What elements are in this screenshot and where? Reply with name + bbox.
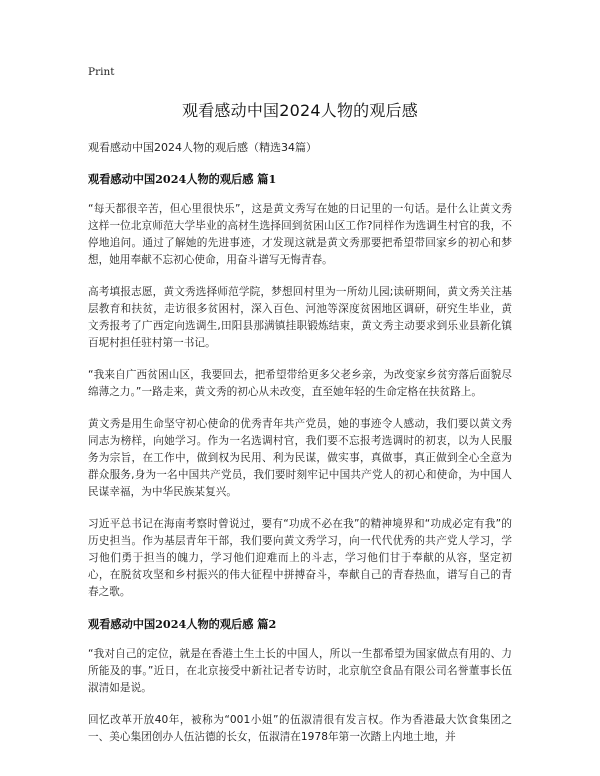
paragraph: 黄文秀是用生命坚守初心使命的优秀青年共产党员，她的事迹令人感动，我们要以黄文秀同志为榜样，向她学习。作为一名选调村官，我们要不忘报考选调时的初衷，以为人民服务为宗旨，在工作中，做到权为民用、利为民谋，做实事，真做事，真正做到全心全意为群众服务,身为一名中国共产党员，我们要时刻牢记中国共产党人的初心和使命，为中国人民谋幸福，为中华民族某复兴。	[88, 418, 512, 498]
document-subtitle: 观看感动中国2024人物的观后感（精选34篇）	[88, 141, 317, 154]
section-heading: 观看感动中国2024人物的观后感 篇2	[88, 617, 277, 631]
section-heading: 观看感动中国2024人物的观后感 篇1	[88, 172, 277, 186]
section-2	[88, 616, 512, 746]
paragraph: 高考填报志愿，黄文秀选择师范学院，梦想回村里为一所幼儿园;读研期间，黄文秀关注基层教育和扶贫，走访很多贫困村，深入百色、河池等深度贫困地区调研，研究生毕业，黄文秀报考了广西定向选调生,田阳县那满镇挂职锻炼结束，黄文秀主动要求到乐业县新化镇百坭村担任驻村第一书记。	[88, 286, 512, 349]
paragraph: “我来自广西贫困山区，我要回去，把希望带给更多父老乡亲，为改变家乡贫穷落后面貌尽绵薄之力。”一路走来，黄文秀的初心从未改变，直至她年轻的生命定格在扶贫路上。	[88, 369, 512, 398]
section-1	[88, 171, 512, 601]
page-title: 观看感动中国2024人物的观后感	[182, 101, 418, 120]
paragraph: “我对自己的定位，就是在香港土生土长的中国人，所以一生都希望为国家做点有用的、力所能及的事。”近日，在北京接受中新社记者专访时，北京航空食品有限公司名誉董事长伍淑清如是说。	[88, 648, 512, 694]
paragraph: “每天都很辛苦，但心里很快乐”，这是黄文秀写在她的日记里的一句话。是什么让黄文秀这样一位北京师范大学毕业的高材生选择回到贫困山区工作?同样作为选调生村官的我，不停地追问。通过了解她的先进事迹，才发现这就是黄文秀那要把希望带回家乡的初心和梦想，她用奉献不忘初心使命，用奋斗谱写无悔青春。	[88, 203, 512, 266]
print-link[interactable]: Print	[88, 66, 115, 78]
paragraph: 回忆改革开放40年，被称为“001小姐”的伍淑清很有发言权。作为香港最大饮食集团之一、美心集团创办人伍沾德的长女，伍淑清在1978年第一次踏上内地土地，并	[88, 714, 512, 743]
paragraph: 习近平总书记在海南考察时曾说过，要有“功成不必在我”的精神境界和“功成必定有我”的历史担当。作为基层青年干部，我们要向黄文秀学习，向一代代优秀的共产党人学习，学习他们勇于担当的魄力，学习他们迎难而上的斗志，学习他们甘于奉献的从容，坚定初心，在脱贫攻坚和乡村振兴的伟大征程中拼搏奋斗，奉献自己的青春热血，谱写自己的青春之歌。	[88, 518, 512, 598]
